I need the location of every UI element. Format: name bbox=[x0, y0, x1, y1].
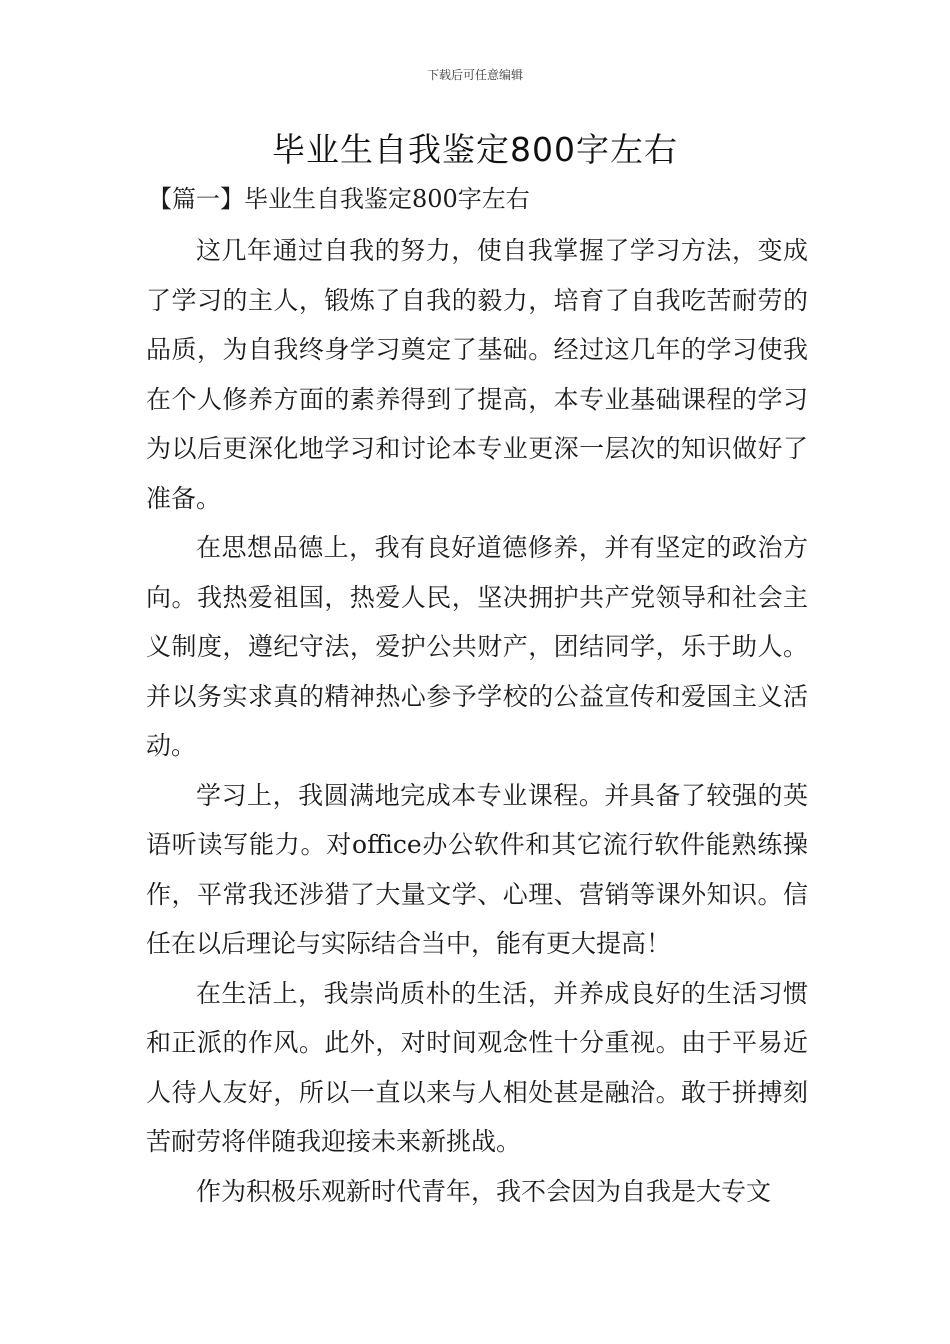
header-note: 下载后可任意编辑 bbox=[426, 68, 523, 82]
document-body bbox=[146, 226, 808, 1216]
paragraph: 这几年通过自我的努力，使自我掌握了学习方法，变成了学习的主人，锻炼了自我的毅力，培育了自我吃苦耐劳的品质，为自我终身学习奠定了基础。经过这几年的学习使我在个人修养方面的素养得到了提高，本专业基础课程的学习为以后更深化地学习和讨论本专业更深一层次的知识做好了准备。 bbox=[146, 236, 808, 513]
paragraph: 作为积极乐观新时代青年，我不会因为自我是大专文 bbox=[196, 1176, 772, 1206]
paragraph: 在生活上，我崇尚质朴的生活，并养成良好的生活习惯和正派的作风。此外，对时间观念性十分重视。由于平易近人待人友好，所以一直以来与人相处甚是融洽。敢于拼搏刻苦耐劳将伴随我迎接未来新挑战。 bbox=[146, 978, 808, 1156]
page-title: 毕业生自我鉴定800字左右 bbox=[272, 130, 678, 169]
paragraph: 在思想品德上，我有良好道德修养，并有坚定的政治方向。我热爱祖国，热爱人民，坚决拥护共产党领导和社会主义制度，遵纪守法，爱护公共财产，团结同学，乐于助人。并以务实求真的精神热心参予学校的公益宣传和爱国主义活动。 bbox=[146, 533, 808, 760]
section-heading: 【篇一】毕业生自我鉴定800字左右 bbox=[148, 185, 530, 213]
paragraph: 学习上，我圆满地完成本专业课程。并具备了较强的英语听读写能力。对office办公软件和其它流行软件能熟练操作，平常我还涉猎了大量文学、心理、营销等课外知识。信任在以后理论与实际结合当中，能有更大提高！ bbox=[146, 780, 808, 958]
